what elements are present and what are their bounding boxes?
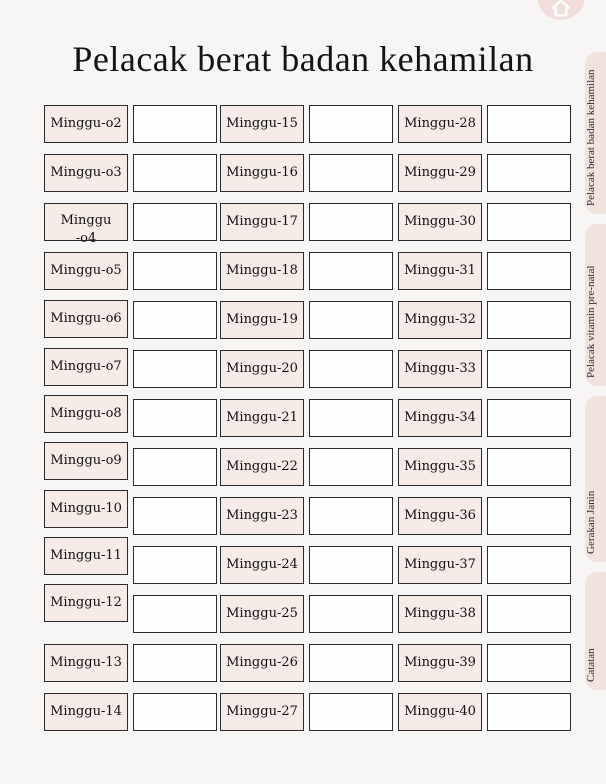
week-weight-input[interactable] xyxy=(487,595,571,633)
week-weight-input[interactable] xyxy=(487,154,571,192)
week-weight-input[interactable] xyxy=(133,252,217,290)
week-weight-input[interactable] xyxy=(487,301,571,339)
week-weight-input[interactable] xyxy=(133,546,217,584)
week-weight-input[interactable] xyxy=(487,546,571,584)
week-weight-input[interactable] xyxy=(309,497,393,535)
week-weight-input[interactable] xyxy=(133,203,217,241)
week-weight-input[interactable] xyxy=(487,252,571,290)
week-label: Minggu-o7 xyxy=(44,348,128,386)
week-label: Minggu-40 xyxy=(398,693,482,731)
week-weight-input[interactable] xyxy=(309,154,393,192)
week-label: Minggu-32 xyxy=(398,301,482,339)
week-weight-input[interactable] xyxy=(133,448,217,486)
week-weight-input[interactable] xyxy=(309,203,393,241)
week-label: Minggu-29 xyxy=(398,154,482,192)
tab-vitamin-tracker[interactable] xyxy=(585,224,606,386)
week-weight-input[interactable] xyxy=(133,105,217,143)
week-label: Minggu-10 xyxy=(44,490,128,528)
week-weight-input[interactable] xyxy=(133,154,217,192)
week-weight-input[interactable] xyxy=(309,399,393,437)
tab-notes-label: Catatan xyxy=(585,648,597,682)
week-weight-input[interactable] xyxy=(133,350,217,388)
week-label: Minggu-26 xyxy=(220,644,304,682)
week-label: Minggu-25 xyxy=(220,595,304,633)
week-label: Minggu-39 xyxy=(398,644,482,682)
week-label: Minggu-17 xyxy=(220,203,304,241)
tab-fetal-movement-label: Gerakan Janin xyxy=(585,490,597,554)
week-label: Minggu-30 xyxy=(398,203,482,241)
week-weight-input[interactable] xyxy=(133,301,217,339)
week-label: Minggu-o2 xyxy=(44,105,128,143)
tab-notes[interactable] xyxy=(585,572,606,690)
week-weight-input[interactable] xyxy=(133,399,217,437)
week-weight-input[interactable] xyxy=(487,350,571,388)
week-weight-input[interactable] xyxy=(133,497,217,535)
tab-fetal-movement[interactable] xyxy=(585,396,606,562)
week-weight-input[interactable] xyxy=(133,693,217,731)
week-weight-input[interactable] xyxy=(487,203,571,241)
week-weight-input[interactable] xyxy=(487,105,571,143)
week-weight-input[interactable] xyxy=(309,595,393,633)
tab-weight-tracker-label: Pelacak berat badan kehamilan xyxy=(585,69,597,206)
week-label: Minggu-12 xyxy=(44,584,128,622)
week-weight-input[interactable] xyxy=(309,546,393,584)
week-label: Minggu-22 xyxy=(220,448,304,486)
week-label: Minggu-38 xyxy=(398,595,482,633)
week-label: Minggu-o9 xyxy=(44,442,128,480)
week-label: Minggu-27 xyxy=(220,693,304,731)
tab-weight-tracker[interactable] xyxy=(585,52,606,214)
week-label: Minggu-21 xyxy=(220,399,304,437)
tab-vitamin-tracker-label: Pelacak vitamin pre-natal xyxy=(585,265,597,378)
week-weight-input[interactable] xyxy=(309,644,393,682)
week-label: Minggu-20 xyxy=(220,350,304,388)
week-weight-input[interactable] xyxy=(487,448,571,486)
week-label: Minggu-36 xyxy=(398,497,482,535)
week-weight-input[interactable] xyxy=(309,693,393,731)
week-label: Minggu-o5 xyxy=(44,252,128,290)
week-label: Minggu-o3 xyxy=(44,154,128,192)
week-weight-input[interactable] xyxy=(133,595,217,633)
week-weight-input[interactable] xyxy=(309,105,393,143)
page-title: Pelacak berat badan kehamilan xyxy=(72,39,534,79)
week-weight-input[interactable] xyxy=(133,644,217,682)
week-weight-input[interactable] xyxy=(309,301,393,339)
week-label: Minggu-35 xyxy=(398,448,482,486)
week-label: Minggu-o4 xyxy=(44,203,128,241)
week-label: Minggu-19 xyxy=(220,301,304,339)
week-weight-input[interactable] xyxy=(487,497,571,535)
week-weight-input[interactable] xyxy=(309,252,393,290)
week-label: Minggu-14 xyxy=(44,693,128,731)
week-label: Minggu-16 xyxy=(220,154,304,192)
week-label: Minggu-11 xyxy=(44,537,128,575)
week-label: Minggu-37 xyxy=(398,546,482,584)
week-label: Minggu-28 xyxy=(398,105,482,143)
week-label: Minggu-34 xyxy=(398,399,482,437)
week-label: Minggu-o8 xyxy=(44,395,128,433)
week-label: Minggu-15 xyxy=(220,105,304,143)
week-weight-input[interactable] xyxy=(309,448,393,486)
week-label: Minggu-31 xyxy=(398,252,482,290)
week-label: Minggu-24 xyxy=(220,546,304,584)
week-label: Minggu-13 xyxy=(44,644,128,682)
week-label: Minggu-o6 xyxy=(44,300,128,338)
week-label: Minggu-33 xyxy=(398,350,482,388)
week-label: Minggu-18 xyxy=(220,252,304,290)
week-weight-input[interactable] xyxy=(487,693,571,731)
week-label: Minggu-23 xyxy=(220,497,304,535)
week-weight-input[interactable] xyxy=(309,350,393,388)
week-weight-input[interactable] xyxy=(487,399,571,437)
week-weight-input[interactable] xyxy=(487,644,571,682)
